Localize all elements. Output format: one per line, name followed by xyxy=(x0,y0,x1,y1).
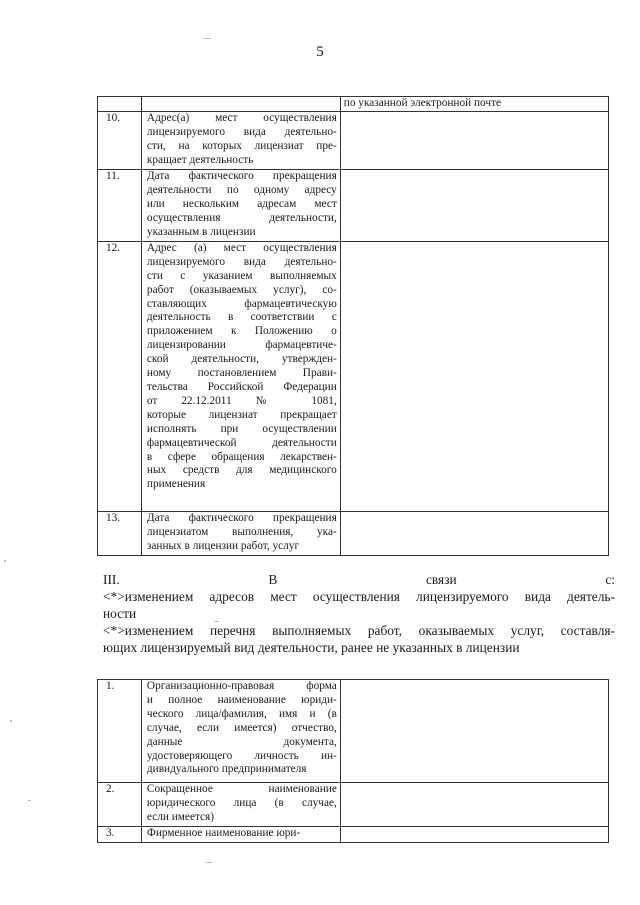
scan-speck xyxy=(214,621,219,622)
field-label-line: сти, на которых лицензиат пре- xyxy=(146,139,337,152)
field-label-line: данные документа, xyxy=(146,735,337,748)
option-line: <*>изменением перечня выполняемых работ, оказываемых услуг, составля- xyxy=(103,623,615,638)
field-label-line: случае, если имеется) отчество, xyxy=(146,721,337,734)
field-label xyxy=(141,827,340,843)
row-number: 13. xyxy=(98,511,142,555)
field-label-line: деятельности по одному адресу xyxy=(146,183,337,196)
table-row xyxy=(98,511,609,555)
field-value[interactable] xyxy=(340,97,608,112)
option-address-change xyxy=(103,588,615,622)
licensee-info-table xyxy=(97,679,609,843)
field-label-line: удостоверяющего личность ин- xyxy=(146,749,337,762)
field-label xyxy=(141,783,340,827)
scan-speck xyxy=(206,862,212,863)
field-label-line: Дата фактического прекращения xyxy=(146,511,337,524)
option-line: ности xyxy=(103,606,137,621)
field-label-line: Фирменное наименование юри- xyxy=(146,827,301,839)
row-number: 10. xyxy=(98,111,142,169)
scan-speck xyxy=(4,560,6,562)
field-label xyxy=(141,241,340,511)
field-label-line: ставляющих фармацевтическую xyxy=(146,297,337,310)
option-line: <*>изменением адресов мест осуществления лицензируемого вида деятель- xyxy=(103,589,615,604)
field-label-line: Организационно-правовая форма xyxy=(146,680,337,692)
section-3 xyxy=(103,571,615,656)
field-label-line: лицензировании фармацевтиче- xyxy=(146,339,337,352)
field-label-line: осуществления деятельности, xyxy=(146,211,337,224)
table-row xyxy=(98,111,609,169)
field-label xyxy=(141,169,340,241)
row-number: 2. xyxy=(98,783,142,827)
license-details-table xyxy=(97,96,609,556)
table-row xyxy=(98,169,609,241)
field-label-line: ческого лица/фамилия, имя и (в xyxy=(146,707,337,720)
field-label-line: Адрес(а) мест осуществления xyxy=(146,111,337,124)
row-number: 3. xyxy=(98,827,142,843)
option-line: ющих лицензируемый вид деятельности, ранее не указанных в лицензии xyxy=(103,640,520,655)
scan-speck xyxy=(10,720,12,722)
field-label-line: приложением к Положению о xyxy=(146,325,337,338)
field-label-line: исполнять при осуществлении xyxy=(146,422,337,435)
field-label-line: Адрес (а) мест осуществления xyxy=(146,241,337,254)
option-works-change xyxy=(103,622,615,656)
field-label xyxy=(141,680,340,783)
field-label-line: тельства Российской Федерации xyxy=(146,380,337,393)
field-label xyxy=(141,511,340,555)
table-row xyxy=(98,783,609,827)
field-label-line: работ (оказываемых услуг), со- xyxy=(146,283,337,296)
field-label-line: дивидуального предпринимателя xyxy=(146,763,307,776)
field-value[interactable] xyxy=(340,111,608,169)
table-row xyxy=(98,827,609,843)
table-row xyxy=(98,241,609,511)
field-label-line: применения xyxy=(146,478,206,491)
field-label-line: указанным в лицензии xyxy=(146,225,256,238)
field-label-line: которые лицензиат прекращает xyxy=(146,408,337,421)
scan-speck xyxy=(28,800,31,801)
field-label-line: от 22.12.2011 № 1081, xyxy=(146,394,337,407)
field-label-line: лицензиатом выполнения, ука- xyxy=(146,525,337,538)
section-heading: III. В связи с: xyxy=(103,572,615,587)
field-value-line: по указанной электронной почте xyxy=(343,97,502,109)
field-label-line: занных в лицензии работ, услуг xyxy=(146,539,300,552)
field-label-line: Сокращенное наименование xyxy=(146,783,337,795)
field-label-line: лицензируемого вида деятельно- xyxy=(146,255,337,268)
row-number: 1. xyxy=(98,680,142,783)
field-value[interactable] xyxy=(340,680,608,783)
page-number: 5 xyxy=(316,44,324,60)
field-value[interactable] xyxy=(340,241,608,511)
field-label xyxy=(141,97,340,112)
field-value[interactable] xyxy=(340,827,608,843)
field-label-line: ных средств для медицинского xyxy=(146,464,337,477)
field-label-line: юридического лица (в случае, xyxy=(146,796,337,809)
field-value[interactable] xyxy=(340,511,608,555)
field-label xyxy=(141,111,340,169)
field-label-line: в сфере обращения лекарствен- xyxy=(146,450,337,463)
field-label-line: или нескольким адресам мест xyxy=(146,197,337,210)
field-label-line: кращает деятельность xyxy=(146,153,254,166)
field-label-line: Дата фактического прекращения xyxy=(146,169,337,182)
row-number: 11. xyxy=(98,169,142,241)
scan-speck xyxy=(203,38,211,39)
field-value[interactable] xyxy=(340,783,608,827)
field-label-line: если имеется) xyxy=(146,810,215,823)
field-label-line: сти с указанием выполняемых xyxy=(146,269,337,282)
field-value[interactable] xyxy=(340,169,608,241)
field-label-line: ской деятельности, утвержден- xyxy=(146,353,337,366)
table-row xyxy=(98,97,609,112)
row-number xyxy=(98,97,142,112)
field-label-line: и полное наименование юриди- xyxy=(146,693,337,706)
field-label-line: ному постановлением Прави- xyxy=(146,367,337,380)
row-number: 12. xyxy=(98,241,142,511)
field-label-line: деятельность в соответствии с xyxy=(146,311,337,324)
field-label-line: лицензируемого вида деятельно- xyxy=(146,125,337,138)
table-row xyxy=(98,680,609,783)
field-label-line: фармацевтической деятельности xyxy=(146,436,337,449)
